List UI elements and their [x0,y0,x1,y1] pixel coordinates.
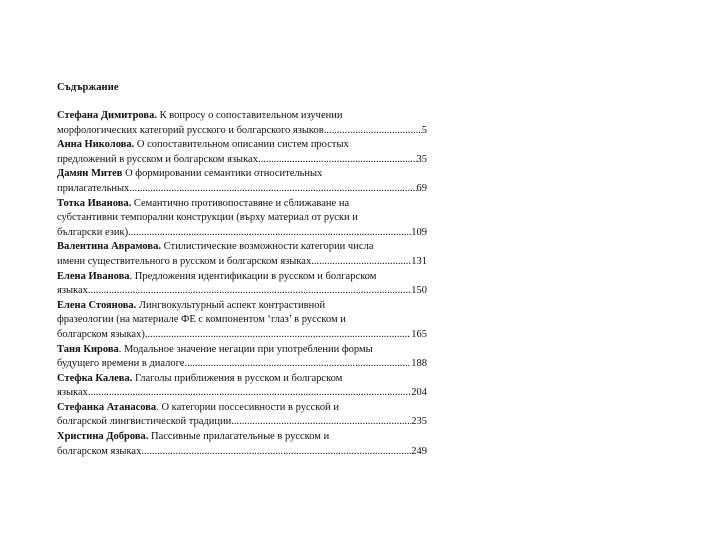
entry-title: имени существительного в русском и болгарском языках [57,255,312,267]
entry-author: Стефанка Атанасова [57,401,157,413]
dot-leader [311,255,411,270]
entry-title: языках [57,387,88,399]
toc-entry [57,240,427,269]
dot-leader [324,124,422,139]
entry-title: Глаголы приближения в русском и болгарском [132,372,343,384]
toc-entry [57,138,427,167]
toc-entry [57,430,427,459]
entry-author: Елена Стоянова. [57,299,137,311]
entry-author: Таня Кирова [57,343,119,355]
entry-author: Христина Доброва. [57,431,149,443]
toc-entry [57,343,427,372]
entry-title: субстантивни темпорални конструкции (върху материал от руски и [57,212,358,224]
entry-title: прилагательных [57,182,130,194]
entry-title: морфологических категорий русского и болгарского языков [57,124,324,136]
entry-title: болгарской лингвистической традиции [57,416,232,428]
toc-entry [57,197,427,241]
dot-leader [141,445,411,460]
page-number: 35 [416,153,427,165]
dot-leader [145,328,411,343]
dot-leader [88,386,411,401]
entry-title: фразеологии (на материале ФЕ с компонентом ‘глаз’ в русском и [57,314,346,326]
page-number: 5 [421,124,427,136]
dot-leader [258,153,417,168]
page-number: 165 [411,328,427,340]
entry-author: Тотка Иванова. [57,197,132,209]
entry-title: О формировании семантики относительных [122,168,323,180]
page-number: 69 [416,182,427,194]
entry-title: предложений в русском и болгарском языках [57,153,258,165]
entry-title: български език) [57,226,129,238]
page-number: 109 [411,226,427,238]
entry-author: Дамян Митев [57,168,123,180]
entry-title: Семантично противопоставяне и сближаване на [131,197,350,209]
entry-author: Стефана Димитрова. [57,110,157,121]
page-number: 188 [411,358,427,370]
toc-entry [57,167,427,196]
dot-leader [184,357,411,372]
entry-title: . Предложения идентификации в русском и болгарском [129,270,377,282]
entry-title: Стилистические возможности категории числа [160,241,374,253]
entry-title: болгарском языках [57,445,142,457]
dot-leader [88,284,411,299]
page-number: 204 [411,387,427,399]
toc-entry [57,109,427,138]
page-number: 131 [411,255,427,267]
toc-entry [57,270,427,299]
page-number: 150 [411,285,427,297]
page-number: 249 [411,445,427,457]
dot-leader [128,226,411,241]
table-of-contents [57,109,427,459]
page-number: 235 [411,416,427,428]
entry-title: К вопросу о сопоставительном изучении [156,110,343,121]
entry-title: О сопоставительном описании систем простых [134,139,349,151]
toc-entry [57,372,427,401]
entry-author: Елена Иванова [57,270,130,282]
dot-leader [231,415,411,430]
entry-title: языках [57,285,88,297]
toc-title: Съдържание [57,82,119,93]
entry-author: Анна Николова. [57,139,135,151]
entry-title: болгарском языках) [57,328,145,340]
entry-title: . Модальное значение негации при употреблении формы [118,343,373,355]
toc-entry [57,299,427,343]
entry-title: будущего времени в диалоге [57,358,185,370]
dot-leader [129,182,416,197]
entry-title: Пассивные прилагательные в русском и [148,431,330,443]
entry-author: Валентина Аврамова. [57,241,161,253]
entry-title: . О категории поссесивности в русской и [156,401,339,413]
toc-entry [57,401,427,430]
entry-author: Стефка Калева. [57,372,133,384]
entry-title: Лингвокультурный аспект контрастивной [136,299,326,311]
